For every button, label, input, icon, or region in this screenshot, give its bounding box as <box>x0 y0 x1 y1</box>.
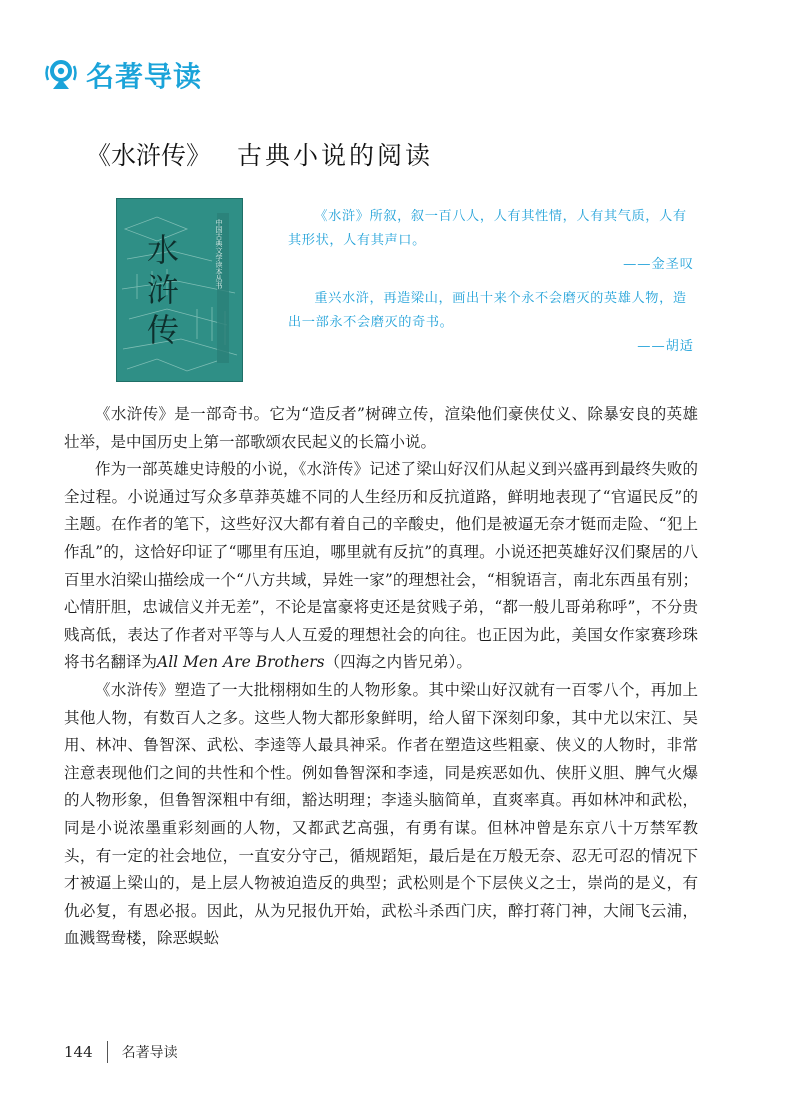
quote-attribution: ——金圣叹 <box>623 257 694 272</box>
cover-title-char-3: 传 <box>147 311 180 349</box>
article-body <box>64 401 698 953</box>
quote-text: 重兴水浒，再造梁山，画出十来个永不会磨灭的英雄人物，造出一部永不会磨灭的奇书。 <box>288 291 687 330</box>
section-title: 名著导读 <box>86 60 203 93</box>
book-cover-image <box>116 198 243 382</box>
cover-title-char-1: 水 <box>147 231 180 269</box>
chapter-subtitle: 古典小说的阅读 <box>237 141 434 170</box>
cover-title-char-2: 浒 <box>147 271 180 309</box>
work-title: 《水浒传》 <box>86 141 212 170</box>
chapter-title <box>86 136 433 172</box>
reading-person-icon <box>44 58 78 92</box>
paragraph-theme-text: 作为一部英雄史诗般的小说，《水浒传》记述了梁山好汉们从起义到兴盛再到最终失败的全过程。小说通过写众多草莽英雄不同的人生经历和反抗道路，鲜明地表现了“官逼民反”的主题。在作者的笔下，这些好汉大都有着自己的辛酸史，他们是被逼无奈才铤而走险、“犯上作乱”的，这恰好印证了“哪里有压迫，哪里就有反抗”的真理。小说还把英雄好汉们聚居的八百里水泊梁山描绘成一个“八方共域，异姓一家”的理想社会，“相貌语言，南北东西虽有别；心情肝胆，忠诚信义并无差”，不论是富豪将吏还是贫贱子弟，“都一般儿哥弟称呼”，不分贵贱高低，表达了作者对平等与人人互爱的理想社会的向往。也正因为此，美国女作家赛珍珠将书名翻译为 <box>64 460 698 672</box>
paragraph-intro: 《水浒传》是一部奇书。它为“造反者”树碑立传，渲染他们豪侠仗义、除暴安良的英雄壮举，是中国历史上第一部歌颂农民起义的长篇小说。 <box>64 405 698 451</box>
quote-text: 《水浒》所叙，叙一百八人，人有其性情，人有其气质，人有其形状，人有其声口。 <box>288 209 687 248</box>
cover-illustration <box>117 199 242 381</box>
english-title: All Men Are Brothers <box>157 653 325 672</box>
page-number: 144 <box>64 1043 93 1061</box>
footer-divider <box>107 1041 108 1063</box>
quote-attribution: ——胡适 <box>637 339 694 354</box>
cover-series-text: 中国古典文学读本丛书 <box>215 219 223 289</box>
epigraph-quotes <box>288 205 694 369</box>
page-footer <box>64 1041 178 1063</box>
english-title-gloss: （四海之内皆兄弟）。 <box>324 653 472 672</box>
section-header <box>44 55 202 95</box>
paragraph-theme <box>64 456 698 677</box>
paragraph-characters: 《水浒传》塑造了一大批栩栩如生的人物形象。其中梁山好汉就有一百零八个，再加上其他人物，有数百人之多。这些人物大都形象鲜明，给人留下深刻印象，其中尤以宋江、吴用、林冲、鲁智深、武松、李逵等人最具神采。作者在塑造这些粗豪、侠义的人物时，非常注意表现他们之间的共性和个性。例如鲁智深和李逵，同是疾恶如仇、侠肝义胆、脾气火爆的人物形象，但鲁智深粗中有细，豁达明理；李逵头脑简单，直爽率真。再如林冲和武松，同是小说浓墨重彩刻画的人物，又都武艺高强，有勇有谋。但林冲曾是东京八十万禁军教头，有一定的社会地位，一直安分守己，循规蹈矩，最后是在万般无奈、忍无可忍的情况下才被逼上梁山的，是上层人物被迫造反的典型；武松则是个下层侠义之士，崇尚的是义，有仇必复，有恩必报。因此，从为兄报仇开始，武松斗杀西门庆，醉打蒋门神，大闹飞云浦，血溅鸳鸯楼，除恶蜈蚣 <box>64 680 698 948</box>
footer-section-name: 名著导读 <box>121 1045 178 1061</box>
